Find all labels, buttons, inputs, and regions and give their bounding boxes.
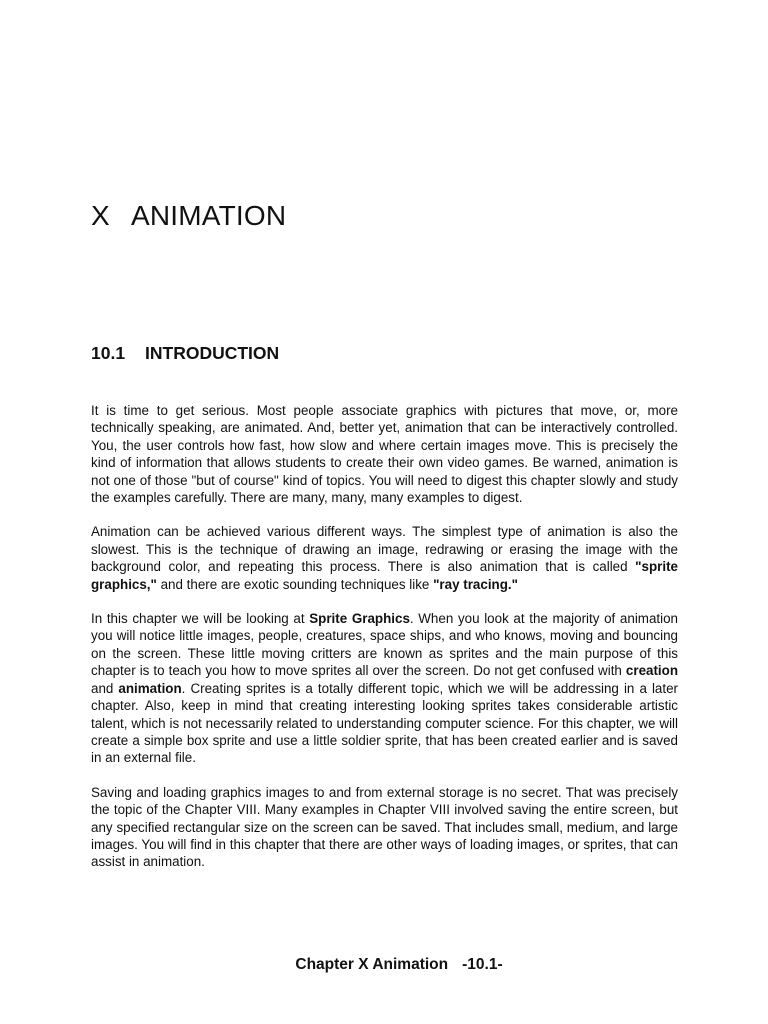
page-footer <box>0 956 768 974</box>
term-animation: animation <box>118 680 182 696</box>
paragraph-3-text-a: In this chapter we will be looking at <box>91 611 310 627</box>
section-heading <box>91 343 279 364</box>
paragraph-2-text-c: and there are exotic sounding techniques like <box>156 576 434 592</box>
body-text <box>91 402 678 888</box>
paragraph-3 <box>91 610 678 767</box>
chapter-number: X <box>91 200 110 231</box>
paragraph-4: Saving and loading graphics images to and from external storage is no secret. That was precisely the topic of the Chapter VIII. Many examples in Chapter VIII involved saving the entire screen, but any specified rectangular size on the screen can be saved. That includes small, medium, and large images. You will find in this chapter that there are other ways of loading images, or sprites, that can assist in animation. <box>91 784 678 870</box>
term-creation: creation <box>625 663 678 679</box>
paragraph-1: It is time to get serious. Most people associate graphics with pictures that move, or, more technically speaking, are animated. And, better yet, animation that can be interactively controlled. You, the user controls how fast, how slow and where certain images move. This is precisely the kind of information that allows students to create their own video games. Be warned, animation is not one of those "but of course" kind of topics. You will need to digest this chapter slowly and study the examples carefully. There are many, many, many examples to digest. <box>91 403 678 506</box>
paragraph-3-text-c: . When you look at the majority of animation you will notice little images, people, creatures, space ships, and who knows, moving and bouncing on the screen. These little moving critters are known as sprites and the main purpose of this chapter is to teach you how to move sprites all over the screen. Do not get confused with <box>91 611 678 679</box>
section-heading-text: INTRODUCTION <box>145 343 280 363</box>
footer-page-number: -10.1- <box>462 956 503 973</box>
paragraph-3-text-g: . Creating sprites is a totally different topic, which we will be addressing in a later chapter. Also, keep in mind that creating interesting looking sprites takes considerable artistic talent, which is not necessarily related to understanding computer science. For this chapter, we will create a simple box sprite and use a little soldier sprite, that has been created earlier and is saved in an external file. <box>91 680 679 766</box>
footer-chapter-label: Chapter X Animation <box>295 956 449 973</box>
chapter-title-text: ANIMATION <box>131 200 287 231</box>
term-ray-tracing: "ray tracing." <box>433 576 518 592</box>
term-sprite-graphics-2: Sprite Graphics <box>309 611 410 627</box>
paragraph-2-text-a: Animation can be achieved various different ways. The simplest type of animation is also the slowest. This is the technique of drawing an image, redrawing or erasing the image with the background color, and repeating this process. There is also animation that is called <box>91 524 678 575</box>
paragraph-3-text-e: and <box>91 680 119 696</box>
chapter-title <box>91 200 286 232</box>
section-number: 10.1 <box>91 343 126 363</box>
term-sprite-graphics: "sprite graphics," <box>91 559 678 592</box>
paragraph-2 <box>91 523 678 593</box>
